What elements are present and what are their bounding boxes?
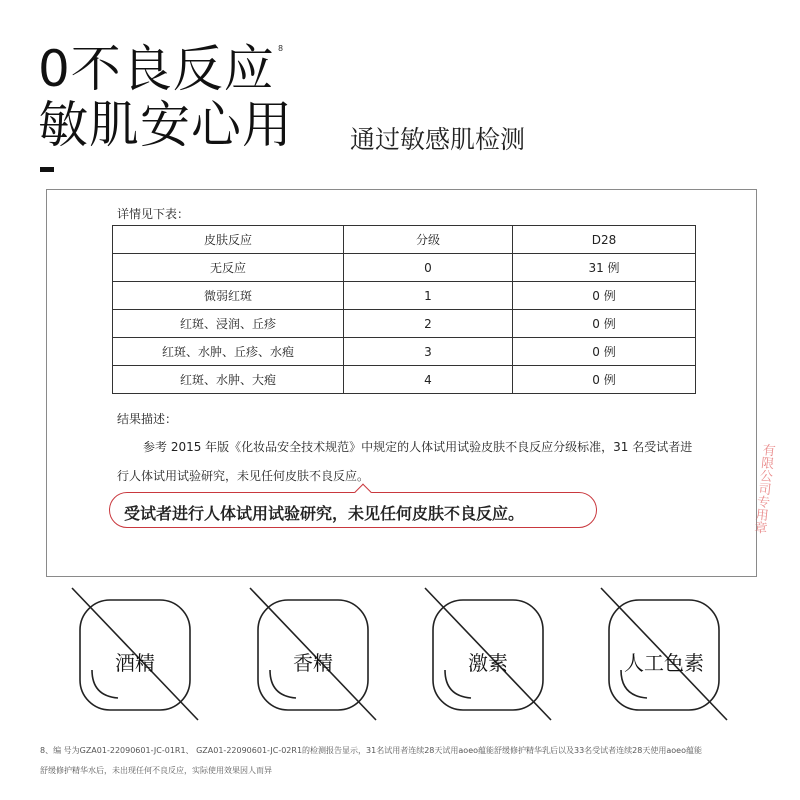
table-cell-reaction: 红斑、水肿、大疱 (113, 366, 344, 394)
table-cell-d28: 31 例 (513, 254, 696, 282)
column-header-reaction: 皮肤反应 (113, 226, 344, 254)
table-cell-grade: 4 (344, 366, 513, 394)
results-title: 结果描述： (117, 412, 178, 426)
table-cell-d28: 0 例 (513, 366, 696, 394)
report-intro: 详情见下表： (117, 207, 190, 221)
badge-no-fragrance (258, 600, 368, 710)
table-cell-grade: 1 (344, 282, 513, 310)
footnote (40, 741, 770, 781)
table-cell-grade: 2 (344, 310, 513, 338)
skin-reaction-table (112, 225, 696, 394)
badge-label: 香精 (293, 651, 333, 675)
column-header-d28: D28 (513, 226, 696, 254)
table-cell-reaction: 红斑、水肿、丘疹、水疱 (113, 338, 344, 366)
table-row (113, 254, 696, 282)
table-cell-grade: 0 (344, 254, 513, 282)
badge-label: 激素 (468, 651, 508, 675)
callout-text: 受试者进行人体试用试验研究，未见任何皮肤不良反应。 (124, 504, 525, 523)
test-report-document (46, 189, 776, 577)
badge-no-artificial-color (609, 600, 719, 710)
table-cell-d28: 0 例 (513, 338, 696, 366)
footnote-line-1: 8、编 号为GZA01-22090601-JC-01R1、 GZA01-22090601-JC-02R1的检测报告显示，31名试用者连续28天试用aoeo蕴能舒缓修护精华乳后以及33名受试者连续28天使用aoeo蕴能 (40, 746, 702, 755)
headline-line-2: 敏肌安心用 (38, 96, 293, 154)
badge-no-hormone (433, 600, 543, 710)
decorative-dash (40, 167, 54, 172)
table-row (113, 310, 696, 338)
table-row (113, 366, 696, 394)
badge-label: 酒精 (115, 651, 155, 675)
footnote-line-2: 舒缓修护精华水后，未出现任何不良反应，实际使用效果因人而异 (40, 766, 272, 775)
badge-no-alcohol (80, 600, 190, 710)
table-header-row (113, 226, 696, 254)
table-cell-reaction: 红斑、浸润、丘疹 (113, 310, 344, 338)
table-row (113, 282, 696, 310)
table-cell-grade: 3 (344, 338, 513, 366)
subheadline: 通过敏感肌检测 (350, 125, 526, 154)
official-seal-stamp: 有限公司专用章 (750, 442, 776, 535)
table-cell-reaction: 微弱红斑 (113, 282, 344, 310)
headline-line-1: 0不良反应 (38, 40, 275, 98)
badge-label: 人工色素 (624, 651, 704, 675)
table-cell-d28: 0 例 (513, 310, 696, 338)
footnote-marker: 8 (278, 44, 284, 53)
highlight-callout (109, 492, 597, 528)
results-description: 参考 2015 年版《化妆品安全技术规范》中规定的人体试用试验皮肤不良反应分级标准，31 名受试者进行人体试用试验研究，未见任何皮肤不良反应。 (117, 440, 693, 483)
table-cell-reaction: 无反应 (113, 254, 344, 282)
column-header-grade: 分级 (344, 226, 513, 254)
table-row (113, 338, 696, 366)
table-cell-d28: 0 例 (513, 282, 696, 310)
